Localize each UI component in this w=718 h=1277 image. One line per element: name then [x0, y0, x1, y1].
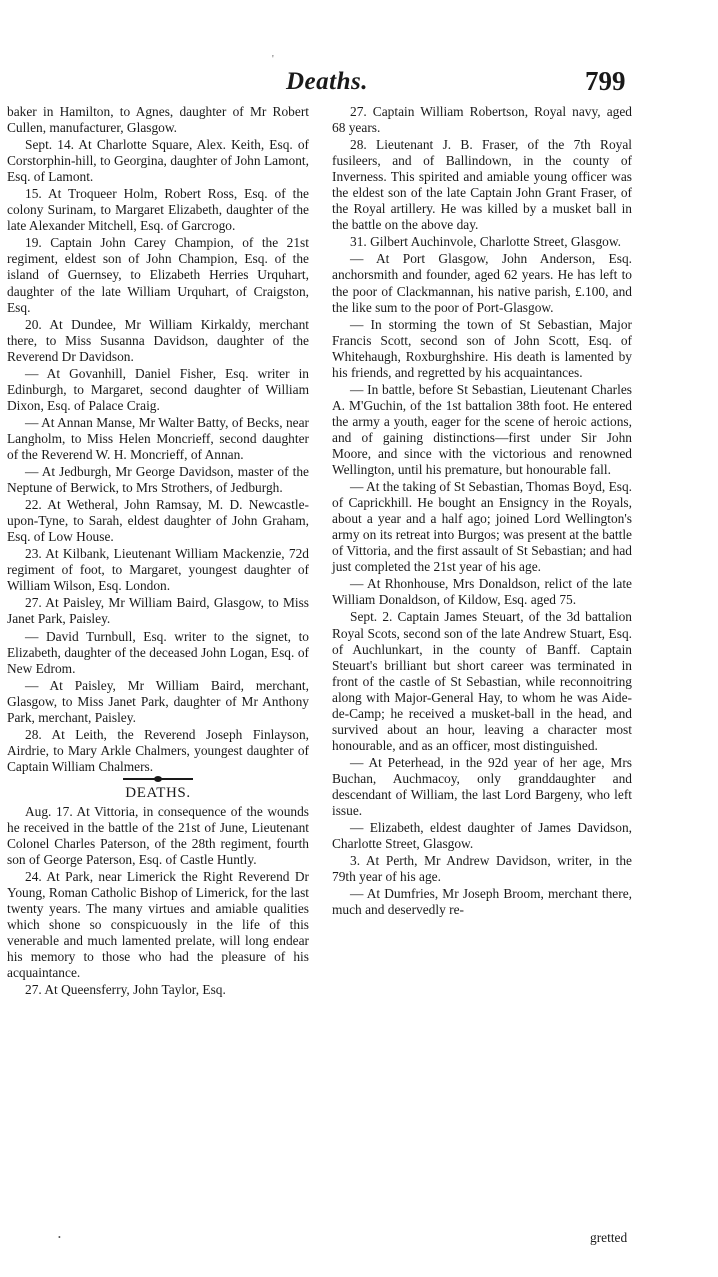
death-entry: Sept. 2. Captain James Steuart, of the 3d battalion Royal Scots, second son of the late Andrew Stuart, Esq. of Auchlunkart, in the county of Banff. Captain Steuart's brilliant but short career was terminated in front of the castle of St Sebastian, while reconnoitring along with Major-General Hay, to whom he was Aide-de-Camp; he received a musket-ball in the head, and survived about an hour, leaving a character most honourable, and as an officer, most distinguished. [332, 609, 632, 753]
section-heading-deaths: DEATHS. [125, 784, 191, 801]
page-number: 799 [585, 66, 626, 96]
death-entry: 27. Captain William Robertson, Royal navy, aged 68 years. [332, 104, 632, 136]
right-column [332, 104, 632, 919]
death-entry: — At Rhonhouse, Mrs Donaldson, relict of the late William Donaldson, of Kildow, Esq. aged 75. [332, 576, 632, 608]
marriage-entry: — At Jedburgh, Mr George Davidson, master of the Neptune of Berwick, to Mrs Strothers, of Jedburgh. [7, 464, 309, 496]
marriage-entry: — At Paisley, Mr William Baird, merchant, Glasgow, to Miss Janet Park, daughter of Mr Anthony Park, merchant, Paisley. [7, 677, 309, 725]
death-entry: — In battle, before St Sebastian, Lieutenant Charles A. M'Guchin, of the 1st battalion 38th foot. He entered the army a youth, eager for the scene of heroic actions, and of gaining distinctions—first under Sir John Moore, and since with the victorious and renowned Wellington, until his premature, but honourable fall. [332, 381, 632, 478]
left-column [7, 104, 309, 999]
marriage-entry: 23. At Kilbank, Lieutenant William Mackenzie, 72d regiment of foot, to Margaret, youngest daughter of William Wilson, Esq. London. [7, 546, 309, 594]
death-entry: 31. Gilbert Auchinvole, Charlotte Street, Glasgow. [350, 234, 621, 250]
death-entry: — At Dumfries, Mr Joseph Broom, merchant there, much and deservedly re- [332, 886, 632, 918]
marriage-entry: 19. Captain John Carey Champion, of the 21st regiment, eldest son of John Champion, Esq. of the island of Guernsey, to Elizabeth Herries Urquhart, daughter of the late William Urquhart, of Craigston, Esq. [7, 235, 309, 315]
catchword: gretted [590, 1230, 628, 1245]
ornamental-rule [123, 776, 193, 782]
death-entry: — At Peterhead, in the 92d year of her age, Mrs Buchan, Auchmacoy, only granddaughter and descendant of William, the last Lord Bargeny, who left issue. [332, 754, 632, 819]
death-entry: — At Port Glasgow, John Anderson, Esq. anchorsmith and founder, aged 62 years. He has left to the poor of Clackmannan, his native parish, £.100, and the like sum to the poor of Port-Glasgow. [332, 251, 632, 315]
death-entry: 24. At Park, near Limerick the Right Reverend Dr Young, Roman Catholic Bishop of Limerick, for the last twenty years. The many virtues and amiable qualities which shone so conspicuously in the life of this venerable and much lamented prelate, will long endear his memory to those who had the pleasure of his acquaintance. [7, 869, 309, 981]
marriage-entry: — At Govanhill, Daniel Fisher, Esq. writer in Edinburgh, to Margaret, second daughter of William Dixon, Esq. of Palace Craig. [7, 365, 309, 413]
marriage-entry: 15. At Troqueer Holm, Robert Ross, Esq. of the colony Surinam, to Margaret Elizabeth, daughter of the late Alexander Mitchell, Esq. of Garcrogo. [7, 186, 309, 234]
marriage-entry: 20. At Dundee, Mr William Kirkaldy, merchant there, to Miss Susanna Davidson, daughter of the Reverend Dr Davidson. [7, 316, 309, 364]
marriage-entry: — At Annan Manse, Mr Walter Batty, of Becks, near Langholm, to Miss Helen Moncrieff, second daughter of the Reverend W. H. Moncrieff, of Annan. [7, 414, 309, 462]
running-head: Deaths. [286, 68, 368, 95]
printer-mark: ' [272, 54, 274, 65]
death-entry: — In storming the town of St Sebastian, Major Francis Scott, second son of John Scott, Esq. of Whitehaugh, Roxburghshire. His death is lamented by his friends, and regretted by his acquaintances. [332, 316, 632, 380]
marriage-entry: 22. At Wetheral, John Ramsay, M. D. Newcastle-upon-Tyne, to Sarah, eldest daughter of John Graham, Esq. of Low House. [7, 497, 309, 545]
marriage-entry: 27. At Paisley, Mr William Baird, Glasgow, to Miss Janet Park, Paisley. [7, 595, 309, 627]
death-entry: 27. At Queensferry, John Taylor, Esq. [25, 982, 226, 998]
marriage-entry: 28. At Leith, the Reverend Joseph Finlayson, Airdrie, to Mary Arkle Chalmers, youngest daughter of Captain William Chalmers. [7, 726, 309, 774]
marriage-entry: Sept. 14. At Charlotte Square, Alex. Keith, Esq. of Corstorphin-hill, to Georgina, daughter of John Lamont, Esq. of Lamont. [7, 137, 309, 185]
marriage-entry: baker in Hamilton, to Agnes, daughter of Mr Robert Cullen, manufacturer, Glasgow. [7, 104, 309, 136]
printer-dot: • [58, 1233, 61, 1242]
death-entry: Aug. 17. At Vittoria, in consequence of the wounds he received in the battle of the 21st of June, Lieutenant Colonel Charles Paterson, of the 28th regiment, fourth son of George Paterson, Esq. of Castle Huntly. [7, 803, 309, 868]
marriage-entry: — David Turnbull, Esq. writer to the signet, to Elizabeth, daughter of the deceased John Logan, Esq. of New Edrom. [7, 628, 309, 676]
page-header [0, 66, 718, 100]
death-entry: — At the taking of St Sebastian, Thomas Boyd, Esq. of Caprickhill. He bought an Ensigncy in the Royals, about a year and a half ago; joined Lord Wellington's army on its retreat into Burgos; was present at the battle of Vittoria, and the first assault of St Sebastian; and had just completed the 21st year of his age. [332, 479, 632, 575]
death-entry: 28. Lieutenant J. B. Fraser, of the 7th Royal fusileers, and of Ballindown, in the county of Inverness. This spirited and amiable young officer was the eldest son of the late Captain John Grant Fraser, of the Royal artillery. He was killed by a musket ball in the battle on the above day. [332, 137, 632, 233]
death-entry: 3. At Perth, Mr Andrew Davidson, writer, in the 79th year of his age. [332, 853, 632, 885]
death-entry: — Elizabeth, eldest daughter of James Davidson, Charlotte Street, Glasgow. [332, 820, 632, 852]
